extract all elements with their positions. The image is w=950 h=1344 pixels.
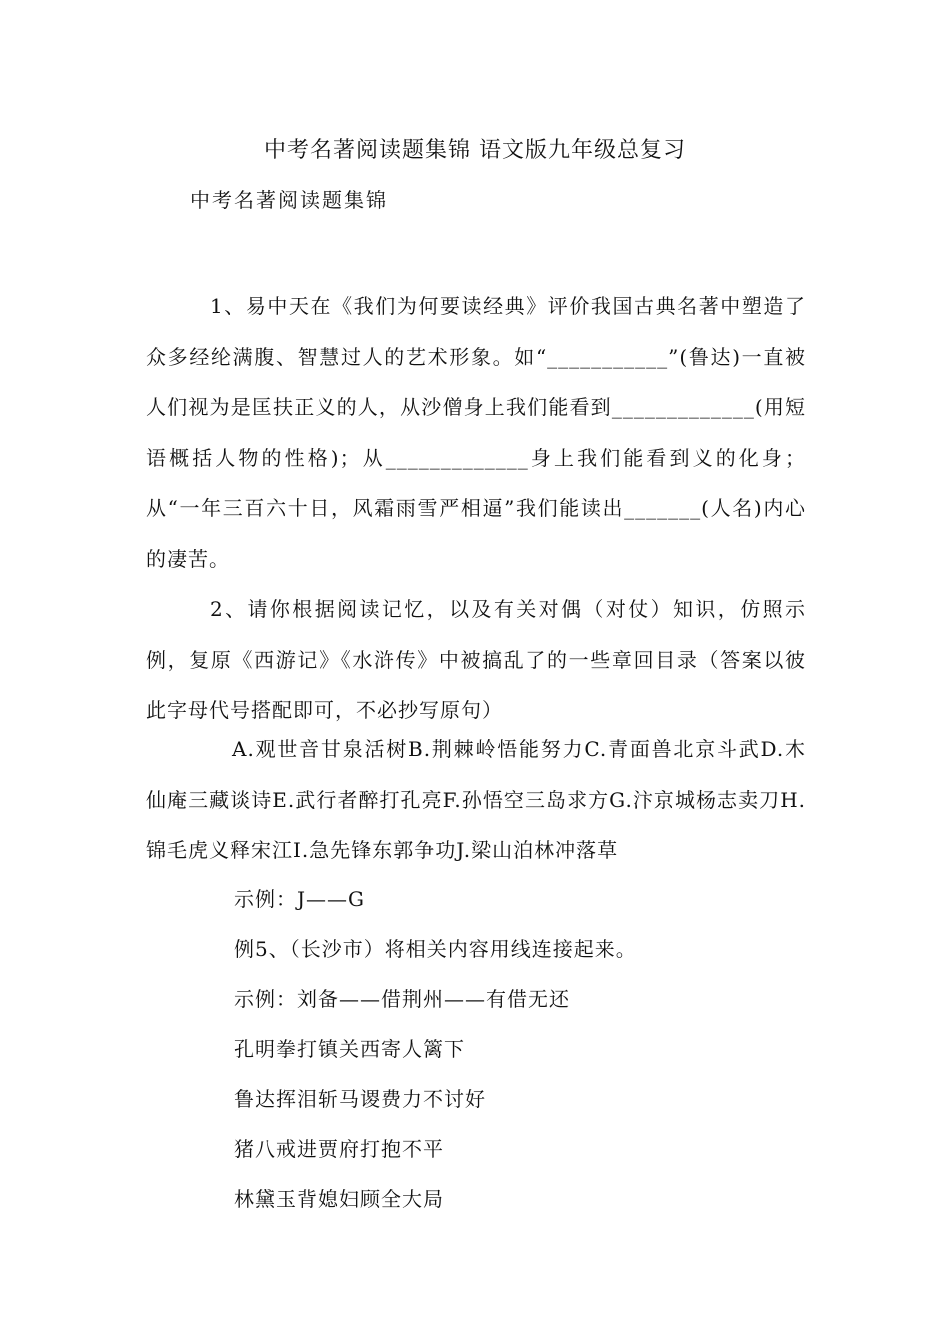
options-text: A.观世音甘泉活树B.荆棘岭悟能努力C.青面兽北京斗武D.木仙庵三藏谈诗E.武行者醉打孔亮F.孙悟空三岛求方G.汴京城杨志卖刀H.锦毛虎义释宋江I.急先锋东郭争功J.梁山泊林冲落草 bbox=[146, 737, 806, 862]
options-paragraph bbox=[146, 724, 806, 876]
question-2-text: 2、请你根据阅读记忆，以及有关对偶（对仗）知识，仿照示例，复原《西游记》《水浒传》中被搞乱了的一些章回目录（答案以彼此字母代号搭配即可，不必抄写原句） bbox=[146, 597, 806, 722]
match-item-1: 孔明拳打镇关西寄人篱下 bbox=[234, 1037, 465, 1061]
example-line-2: 示例：刘备——借荆州——有借无还 bbox=[234, 987, 570, 1011]
match-item-2: 鲁达挥泪斩马谡费力不讨好 bbox=[234, 1087, 486, 1111]
match-item-4: 林黛玉背媳妇顾全大局 bbox=[234, 1187, 444, 1211]
match-item-3: 猪八戒进贾府打抱不平 bbox=[234, 1137, 444, 1161]
example-5-heading: 例5、（长沙市）将相关内容用线连接起来。 bbox=[234, 937, 637, 961]
question-1-text: 1、易中天在《我们为何要读经典》评价我国古典名著中塑造了众多经纶满腹、智慧过人的艺术形象。如“___________”(鲁达)一直被人们视为是匡扶正义的人，从沙僧身上我们能看到_____________(用短语概括人物的性格)；从_____________身上我们能看到义的化身；从“一年三百六十日，风霜雨雪严相逼”我们能读出_______(人名)内心的凄苦。 bbox=[146, 294, 806, 571]
document-title: 中考名著阅读题集锦 语文版九年级总复习 bbox=[264, 138, 686, 163]
question-2-paragraph bbox=[146, 584, 806, 736]
document-subtitle: 中考名著阅读题集锦 bbox=[190, 188, 388, 212]
question-1-paragraph bbox=[146, 281, 806, 584]
example-line: 示例：J——G bbox=[234, 887, 365, 911]
